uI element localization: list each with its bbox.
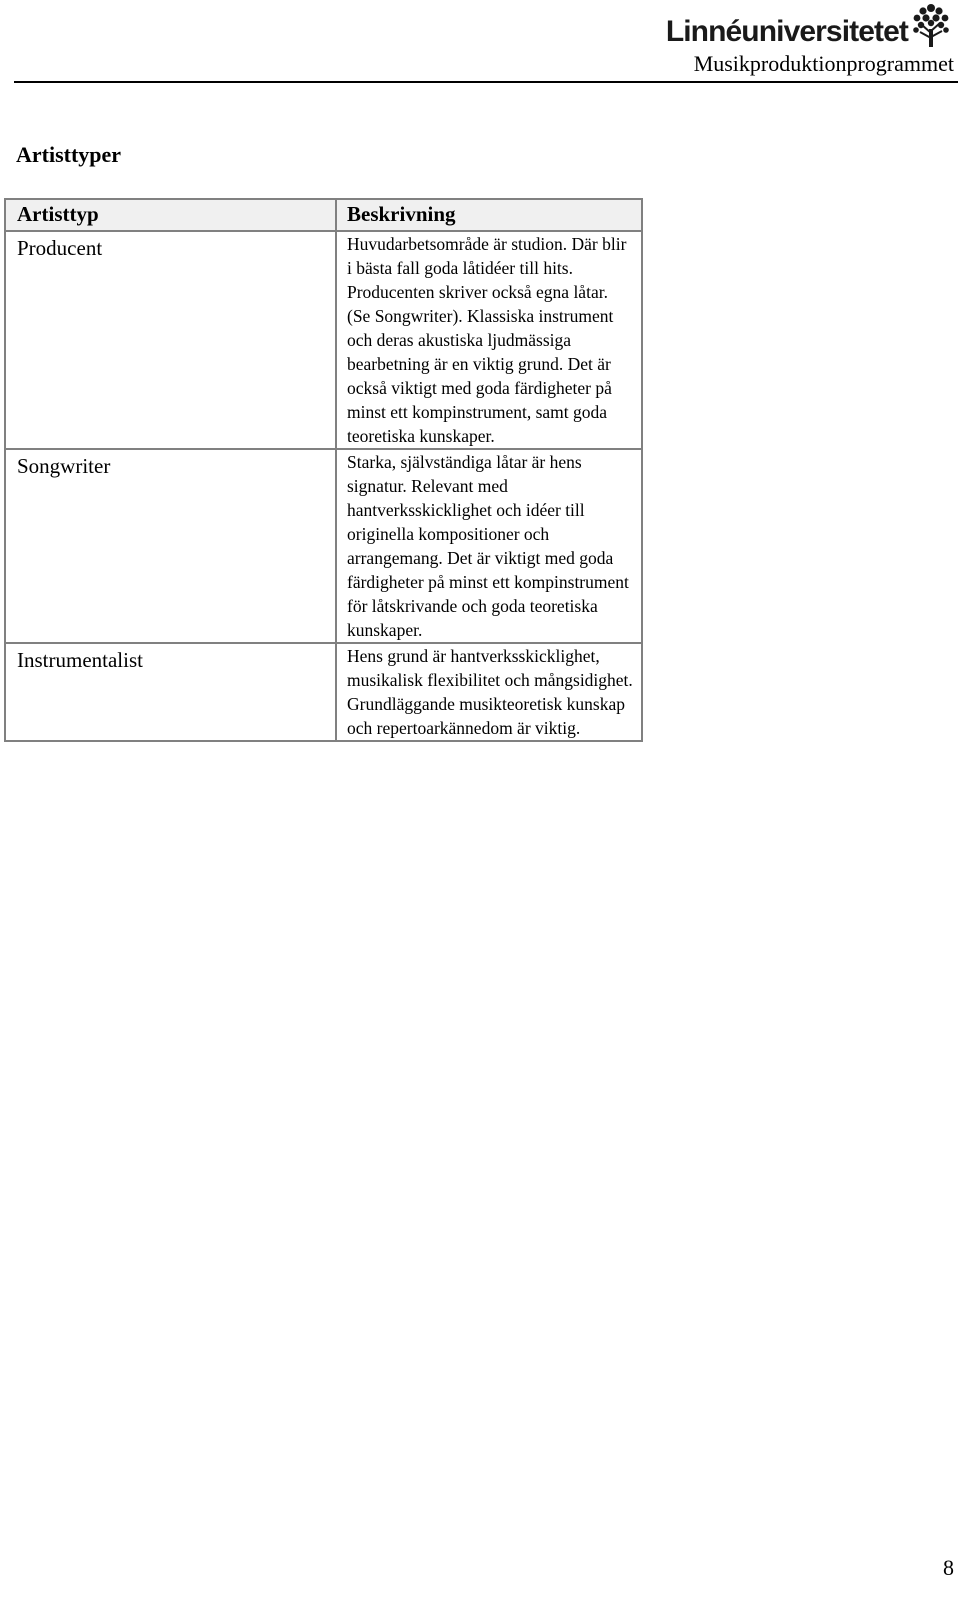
- column-header-description: Beskrivning: [336, 199, 642, 231]
- artist-types-table: [4, 198, 643, 742]
- table-row: [5, 231, 642, 449]
- page-header: [14, 0, 958, 83]
- artist-type-cell: Instrumentalist: [5, 643, 336, 741]
- table-header-row: [5, 199, 642, 231]
- description-cell: Starka, självständiga låtar är hens signatur. Relevant med hantverksskicklighet och idéer till originella kompositioner och arrangemang. Det är viktigt med goda färdigheter på minst ett kompinstrument för låtskrivande och goda teoretiska kunskaper.: [336, 449, 642, 643]
- page-number: 8: [943, 1555, 954, 1580]
- column-header-type: Artisttyp: [5, 199, 336, 231]
- logo-wordmark: Linnéuniversitetet: [665, 15, 908, 48]
- artist-type-cell: Songwriter: [5, 449, 336, 643]
- table-row: [5, 643, 642, 741]
- university-logo: [666, 3, 950, 47]
- description-cell: Huvudarbetsområde är studion. Där blir i bästa fall goda låtidéer till hits. Producenten skriver också egna låtar. (Se Songwriter). Klassiska instrument och deras akustiska ljudmässiga bearbetning är en viktig grund. Det är också viktigt med goda färdigheter på minst ett kompinstrument, samt goda teoretiska kunskaper.: [336, 231, 642, 449]
- section-title: Artisttyper: [16, 142, 122, 167]
- description-cell: Hens grund är hantverksskicklighet, musikalisk flexibilitet och mångsidighet. Grundläggande musikteoretisk kunskap och repertoarkännedom är viktig.: [336, 643, 642, 741]
- table-row: [5, 449, 642, 643]
- tree-icon: [912, 3, 950, 47]
- artist-type-cell: Producent: [5, 231, 336, 449]
- program-name: Musikproduktionprogrammet: [693, 51, 954, 76]
